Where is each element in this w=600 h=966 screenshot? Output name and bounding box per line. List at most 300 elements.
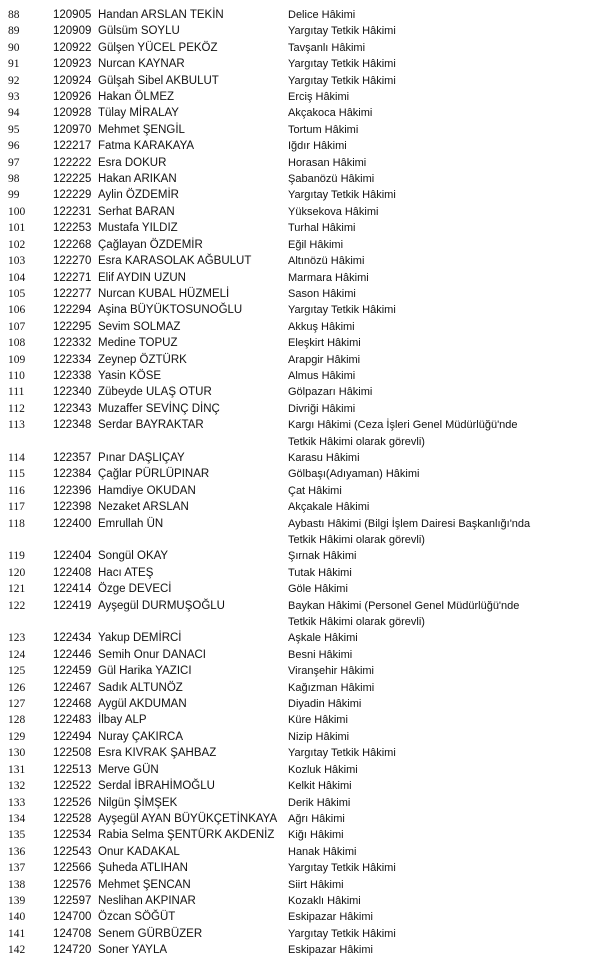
registry-number: 122340 — [53, 386, 92, 399]
row-number: 122 — [8, 599, 26, 612]
registry-number: 122467 — [53, 681, 92, 694]
list-row — [0, 942, 600, 958]
list-row — [0, 795, 600, 811]
list-row — [0, 565, 600, 581]
registry-number: 122400 — [53, 517, 92, 530]
assignment — [288, 778, 596, 794]
assignment — [288, 56, 596, 72]
judge-name: Muzaffer SEVİNÇ DİNÇ — [98, 402, 220, 415]
judge-name: Gülsüm SOYLU — [98, 25, 180, 38]
registry-number: 122217 — [53, 140, 92, 153]
registry-number: 122396 — [53, 484, 92, 497]
judge-name: Aylin ÖZDEMİR — [98, 189, 179, 202]
registry-number: 122414 — [53, 583, 92, 596]
judge-name: Rabia Selma ŞENTÜRK AKDENİZ — [98, 829, 275, 842]
assignment-line: Tutak Hâkimi — [288, 566, 352, 579]
assignment-line: Kiğı Hâkimi — [288, 829, 344, 842]
assignment — [288, 844, 596, 860]
assignment — [288, 417, 596, 450]
row-number: 112 — [8, 402, 25, 415]
registry-number: 122566 — [53, 862, 92, 875]
judge-name: Sadık ALTUNÖZ — [98, 681, 183, 694]
assignment — [288, 745, 596, 761]
judge-name: Zübeyde ULAŞ OTUR — [98, 386, 212, 399]
registry-number: 122494 — [53, 730, 92, 743]
assignment-line: Şabanözü Hâkimi — [288, 173, 375, 186]
assignment — [288, 23, 596, 39]
list-row — [0, 417, 600, 450]
assignment-line: Kozaklı Hâkimi — [288, 894, 361, 907]
row-number: 140 — [8, 911, 26, 924]
assignment — [288, 565, 596, 581]
judge-name: Serdar BAYRAKTAR — [98, 419, 204, 432]
judge-name: Hamdiye OKUDAN — [98, 484, 196, 497]
registry-number: 122483 — [53, 714, 92, 727]
row-number: 129 — [8, 730, 26, 743]
row-number: 93 — [8, 91, 20, 104]
judge-name: Esra KIVRAK ŞAHBAZ — [98, 747, 217, 760]
assignment-line: Eleşkirt Hâkimi — [288, 337, 361, 350]
judge-name: Medine TOPUZ — [98, 337, 178, 350]
judge-name: Songül OKAY — [98, 550, 169, 563]
assignment-line: Yargıtay Tetkik Hâkimi — [288, 25, 396, 38]
registry-number: 120922 — [53, 41, 92, 54]
assignment-line: Erciş Hâkimi — [288, 91, 350, 104]
judge-name: Mehmet ŞENCAN — [98, 878, 191, 891]
assignment — [288, 466, 596, 482]
judge-name: Gül Harika YAZICI — [98, 665, 192, 678]
row-number: 106 — [8, 304, 26, 317]
registry-number: 122334 — [53, 353, 92, 366]
row-number: 110 — [8, 369, 25, 382]
registry-number: 122332 — [53, 337, 92, 350]
assignment-line: Tavşanlı Hâkimi — [288, 41, 366, 54]
list-row — [0, 680, 600, 696]
assignment — [288, 483, 596, 499]
assignment-line: Arapgir Hâkimi — [288, 353, 361, 366]
list-row — [0, 7, 600, 23]
judge-name: Nezaket ARSLAN — [98, 501, 189, 514]
judge-name: Merve GÜN — [98, 763, 159, 776]
assignment-line: Kelkit Hâkimi — [288, 780, 352, 793]
assignment-line: Gölpazarı Hâkimi — [288, 386, 373, 399]
row-number: 142 — [8, 944, 26, 957]
row-number: 118 — [8, 517, 25, 530]
row-number: 128 — [8, 714, 26, 727]
registry-number: 122222 — [53, 156, 92, 169]
judge-name: Aşina BÜYÜKTOSUNOĞLU — [98, 304, 243, 317]
judge-name: Yasin KÖSE — [98, 369, 162, 382]
list-row — [0, 286, 600, 302]
assignment-line: Yargıtay Tetkik Hâkimi — [288, 927, 396, 940]
list-row — [0, 171, 600, 187]
list-row — [0, 466, 600, 482]
registry-number: 122522 — [53, 780, 92, 793]
judge-name: Gülşen YÜCEL PEKÖZ — [98, 41, 218, 54]
assignment-line: Gölbaşı(Adıyaman) Hâkimi — [288, 468, 420, 481]
registry-number: 122270 — [53, 255, 92, 268]
assignment — [288, 450, 596, 466]
assignment-line: Eskipazar Hâkimi — [288, 911, 373, 924]
list-row — [0, 352, 600, 368]
list-row — [0, 647, 600, 663]
assignment-line: Horasan Hâkimi — [288, 156, 367, 169]
list-row — [0, 499, 600, 515]
list-row — [0, 811, 600, 827]
judge-name: Elif AYDIN UZUN — [98, 271, 186, 284]
assignment — [288, 319, 596, 335]
assignment-line: Yargıtay Tetkik Hâkimi — [288, 747, 396, 760]
registry-number: 122408 — [53, 566, 92, 579]
assignment-line: Derik Hâkimi — [288, 796, 351, 809]
assignment — [288, 581, 596, 597]
registry-number: 124720 — [53, 944, 92, 957]
assignment-line: Küre Hâkimi — [288, 714, 348, 727]
assignment — [288, 762, 596, 778]
list-row — [0, 581, 600, 597]
list-row — [0, 663, 600, 679]
registry-number: 122434 — [53, 632, 92, 645]
row-number: 95 — [8, 123, 20, 136]
list-row — [0, 450, 600, 466]
assignment — [288, 680, 596, 696]
list-row — [0, 745, 600, 761]
judge-name: Onur KADAKAL — [98, 845, 180, 858]
assignment-line: Şırnak Hâkimi — [288, 550, 357, 563]
registry-number: 120970 — [53, 123, 92, 136]
row-number: 115 — [8, 468, 25, 481]
judge-name: Hakan ÖLMEZ — [98, 91, 175, 104]
assignment — [288, 663, 596, 679]
list-row — [0, 73, 600, 89]
row-number: 98 — [8, 173, 20, 186]
list-row — [0, 548, 600, 564]
assignment — [288, 171, 596, 187]
registry-number: 122534 — [53, 829, 92, 842]
assignment-line: Sason Hâkimi — [288, 287, 356, 300]
row-number: 124 — [8, 648, 26, 661]
registry-number: 122229 — [53, 189, 92, 202]
registry-number: 122528 — [53, 812, 92, 825]
assignment — [288, 352, 596, 368]
assignment — [288, 893, 596, 909]
judge-name: Mustafa YILDIZ — [98, 222, 178, 235]
row-number: 138 — [8, 878, 26, 891]
assignment-line: Yüksekova Hâkimi — [288, 205, 379, 218]
registry-number: 122271 — [53, 271, 92, 284]
assignment-line: Yargıtay Tetkik Hâkimi — [288, 189, 396, 202]
judge-name: Gülşah Sibel AKBULUT — [98, 74, 219, 87]
assignment-line: Turhal Hâkimi — [288, 222, 356, 235]
list-row — [0, 712, 600, 728]
list-row — [0, 270, 600, 286]
row-number: 103 — [8, 255, 26, 268]
judge-name: Zeynep ÖZTÜRK — [98, 353, 187, 366]
judge-name: Ayşegül DURMUŞOĞLU — [98, 599, 225, 612]
assignment — [288, 7, 596, 23]
list-row — [0, 483, 600, 499]
row-number: 116 — [8, 484, 25, 497]
assignment — [288, 811, 596, 827]
judge-name: Özge DEVECİ — [98, 583, 172, 596]
row-number: 102 — [8, 238, 26, 251]
list-row — [0, 762, 600, 778]
registry-number: 122459 — [53, 665, 92, 678]
row-number: 139 — [8, 894, 26, 907]
row-number: 134 — [8, 812, 26, 825]
list-row — [0, 926, 600, 942]
list-row — [0, 155, 600, 171]
row-number: 137 — [8, 862, 26, 875]
list-row — [0, 368, 600, 384]
assignment — [288, 401, 596, 417]
judge-name: Aygül AKDUMAN — [98, 698, 187, 711]
assignment — [288, 712, 596, 728]
assignment — [288, 237, 596, 253]
judge-name: Yakup DEMİRCİ — [98, 632, 182, 645]
assignment-line: Aşkale Hâkimi — [288, 632, 358, 645]
assignment — [288, 942, 596, 958]
assignment — [288, 73, 596, 89]
registry-number: 122597 — [53, 894, 92, 907]
assignment-line: Yargıtay Tetkik Hâkimi — [288, 862, 396, 875]
row-number: 127 — [8, 698, 26, 711]
row-number: 90 — [8, 41, 20, 54]
row-number: 92 — [8, 74, 20, 87]
list-row — [0, 237, 600, 253]
row-number: 111 — [8, 386, 25, 399]
row-number: 107 — [8, 320, 26, 333]
registry-number: 122543 — [53, 845, 92, 858]
assignment — [288, 860, 596, 876]
registry-number: 124700 — [53, 911, 92, 924]
registry-number: 122419 — [53, 599, 92, 612]
registry-number: 122268 — [53, 238, 92, 251]
registry-number: 122468 — [53, 698, 92, 711]
row-number: 96 — [8, 140, 20, 153]
assignment-line: Besni Hâkimi — [288, 648, 353, 661]
assignment — [288, 335, 596, 351]
assignment — [288, 598, 596, 631]
registry-number: 122357 — [53, 451, 92, 464]
list-row — [0, 778, 600, 794]
judge-name: Şuheda ATLIHAN — [98, 862, 188, 875]
assignment — [288, 647, 596, 663]
assignment-line: Almus Hâkimi — [288, 369, 356, 382]
row-number: 133 — [8, 796, 26, 809]
judge-name: Nilgün ŞİMŞEK — [98, 796, 178, 809]
assignment-line: Kağızman Hâkimi — [288, 681, 375, 694]
registry-number: 122338 — [53, 369, 92, 382]
judge-name: Hakan ARIKAN — [98, 173, 177, 186]
list-row — [0, 844, 600, 860]
assignment-line: Delice Hâkimi — [288, 9, 356, 21]
assignment-line: Marmara Hâkimi — [288, 271, 369, 284]
registry-number: 122446 — [53, 648, 92, 661]
registry-number: 122526 — [53, 796, 92, 809]
assignment-line: Baykan Hâkimi (Personel Genel Müdürlüğü'nde — [288, 599, 520, 612]
list-row — [0, 827, 600, 843]
judge-name: Esra KARASOLAK AĞBULUT — [98, 255, 252, 268]
judge-name: Serhat BARAN — [98, 205, 175, 218]
assignment — [288, 795, 596, 811]
registry-number: 122277 — [53, 287, 92, 300]
row-number: 117 — [8, 501, 25, 514]
assignment — [288, 909, 596, 925]
registry-number: 120923 — [53, 58, 92, 71]
assignment — [288, 40, 596, 56]
row-number: 130 — [8, 747, 26, 760]
row-number: 89 — [8, 25, 20, 38]
row-number: 94 — [8, 107, 20, 120]
list-row — [0, 401, 600, 417]
judge-name: Emrullah ÜN — [98, 517, 164, 530]
registry-number: 122231 — [53, 205, 92, 218]
judge-name: Tülay MİRALAY — [98, 107, 179, 120]
assignment — [288, 499, 596, 515]
list-row — [0, 253, 600, 269]
assignment — [288, 105, 596, 121]
assignment-line: Altınözü Hâkimi — [288, 255, 365, 268]
row-number: 101 — [8, 222, 26, 235]
judge-name: Serdal İBRAHİMOĞLU — [98, 780, 215, 793]
row-number: 123 — [8, 632, 26, 645]
assignment-line: Hanak Hâkimi — [288, 845, 357, 858]
list-row — [0, 319, 600, 335]
assignment-line: Tetkik Hâkimi olarak görevli) — [288, 534, 425, 546]
row-number: 131 — [8, 763, 26, 776]
assignment-line: Yargıtay Tetkik Hâkimi — [288, 58, 396, 71]
assignment — [288, 89, 596, 105]
row-number: 114 — [8, 451, 25, 464]
assignment — [288, 877, 596, 893]
judge-name: Pınar DAŞLIÇAY — [98, 451, 185, 464]
list-row — [0, 860, 600, 876]
judge-name: Soner YAYLA — [98, 944, 168, 957]
assignment-line: Diyadin Hâkimi — [288, 698, 362, 711]
assignment — [288, 368, 596, 384]
list-row — [0, 122, 600, 138]
registry-number: 122343 — [53, 402, 92, 415]
assignment-line: Divriği Hâkimi — [288, 402, 356, 415]
list-row — [0, 89, 600, 105]
row-number: 135 — [8, 829, 26, 842]
assignment-line: Akçakoca Hâkimi — [288, 107, 373, 120]
registry-number: 122576 — [53, 878, 92, 891]
registry-number: 122253 — [53, 222, 92, 235]
row-number: 126 — [8, 681, 26, 694]
judge-name: Esra DOKUR — [98, 156, 167, 169]
assignment-line: Yargıtay Tetkik Hâkimi — [288, 304, 396, 317]
registry-number: 122225 — [53, 173, 92, 186]
assignment-line: Iğdır Hâkimi — [288, 140, 347, 153]
list-row — [0, 220, 600, 236]
assignment — [288, 548, 596, 564]
registry-number: 120924 — [53, 74, 92, 87]
assignment — [288, 827, 596, 843]
list-row — [0, 598, 600, 631]
registry-number: 122513 — [53, 763, 92, 776]
judge-name: İlbay ALP — [98, 714, 147, 727]
row-number: 120 — [8, 566, 26, 579]
assignment — [288, 926, 596, 942]
judge-name: Semih Onur DANACI — [98, 648, 207, 661]
judge-name: Hacı ATEŞ — [98, 566, 154, 579]
registry-number: 120928 — [53, 107, 92, 120]
judge-name: Özcan SÖĞÜT — [98, 911, 176, 924]
judge-name: Nurcan KAYNAR — [98, 58, 185, 71]
row-number: 141 — [8, 927, 26, 940]
assignment-line: Eskipazar Hâkimi — [288, 944, 373, 957]
row-number: 125 — [8, 665, 26, 678]
assignment-line: Nizip Hâkimi — [288, 730, 350, 743]
assignment-line: Kargı Hâkimi (Ceza İşleri Genel Müdürlüğü'nde — [288, 419, 518, 432]
judge-name: Handan ARSLAN TEKİN — [98, 9, 224, 21]
registry-number: 122508 — [53, 747, 92, 760]
assignment — [288, 270, 596, 286]
appointment-list — [0, 7, 600, 959]
assignment — [288, 253, 596, 269]
assignment-line: Ağrı Hâkimi — [288, 812, 345, 825]
list-row — [0, 630, 600, 646]
assignment-line: Tetkik Hâkimi olarak görevli) — [288, 616, 425, 629]
row-number: 105 — [8, 287, 26, 300]
registry-number: 120926 — [53, 91, 92, 104]
registry-number: 122404 — [53, 550, 92, 563]
assignment — [288, 384, 596, 400]
assignment — [288, 155, 596, 171]
registry-number: 124708 — [53, 927, 92, 940]
assignment — [288, 122, 596, 138]
judge-name: Ayşegül AYAN BÜYÜKÇETİNKAYA — [98, 812, 278, 825]
assignment — [288, 187, 596, 203]
assignment-line: Eğil Hâkimi — [288, 238, 344, 251]
list-row — [0, 105, 600, 121]
row-number: 88 — [8, 9, 20, 21]
list-row — [0, 187, 600, 203]
registry-number: 122348 — [53, 419, 92, 432]
list-row — [0, 40, 600, 56]
list-row — [0, 877, 600, 893]
assignment-line: Tortum Hâkimi — [288, 123, 359, 136]
assignment — [288, 729, 596, 745]
judge-name: Nurcan KUBAL HÜZMELİ — [98, 287, 230, 300]
list-row — [0, 893, 600, 909]
judge-name: Senem GÜRBÜZER — [98, 927, 203, 940]
row-number: 100 — [8, 205, 26, 218]
judge-name: Nuray ÇAKIRCA — [98, 730, 183, 743]
assignment-line: Yargıtay Tetkik Hâkimi — [288, 74, 396, 87]
assignment — [288, 516, 596, 549]
assignment-line: Kozluk Hâkimi — [288, 763, 358, 776]
list-row — [0, 302, 600, 318]
row-number: 99 — [8, 189, 20, 202]
list-row — [0, 909, 600, 925]
assignment — [288, 204, 596, 220]
assignment — [288, 220, 596, 236]
assignment-line: Viranşehir Hâkimi — [288, 665, 374, 678]
row-number: 132 — [8, 780, 26, 793]
assignment-line: Siirt Hâkimi — [288, 878, 344, 891]
assignment — [288, 138, 596, 154]
assignment-line: Çat Hâkimi — [288, 484, 342, 497]
assignment — [288, 286, 596, 302]
judge-name: Fatma KARAKAYA — [98, 140, 195, 153]
judge-name: Neslihan AKPINAR — [98, 894, 196, 907]
list-row — [0, 23, 600, 39]
judge-name: Mehmet ŞENGİL — [98, 123, 185, 136]
judge-name: Sevim SOLMAZ — [98, 320, 181, 333]
